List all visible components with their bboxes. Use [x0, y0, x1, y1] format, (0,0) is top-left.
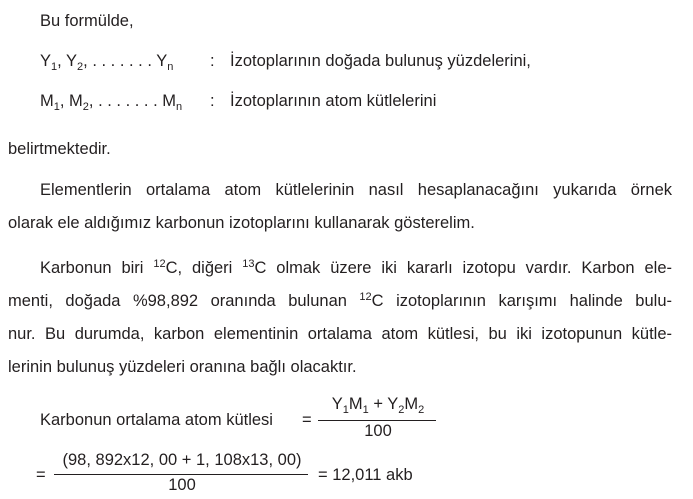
formula1-fraction: [316, 395, 440, 443]
separator: ,: [88, 92, 99, 110]
m1-symbol: M: [40, 92, 54, 110]
para2-line2: [8, 292, 672, 311]
formula2-equals: =: [36, 466, 46, 484]
para2-text: Karbonun biri: [40, 259, 154, 277]
fraction-bar: [318, 420, 436, 421]
y-colon: :: [210, 52, 215, 70]
para1-line1: Elementlerin ortalama atom kütlelerinin nasıl hesaplanacağını yukarıda örnek: [40, 181, 672, 199]
m2-symbol: M: [69, 92, 83, 110]
separator: ,: [57, 52, 67, 70]
m2-subscript: 2: [82, 101, 89, 113]
formula1-numerator: [316, 395, 440, 414]
formula2-result: = 12,011 akb: [318, 466, 413, 484]
mn-symbol: M: [162, 92, 177, 110]
y2-symbol: Y: [66, 52, 78, 70]
mass-number-12: 12: [359, 291, 372, 303]
symbol-m: M: [348, 395, 363, 413]
ellipsis: . . . . . . .: [92, 52, 157, 70]
para1-line2: olarak ele aldığımız karbonun izotoplarını kullanarak gösterelim.: [8, 214, 475, 232]
subscript: 2: [418, 404, 425, 416]
mass-number-13: 13: [242, 258, 255, 270]
formula1-lhs: Karbonun ortalama atom kütlesi: [40, 411, 273, 429]
y-symbols: [40, 52, 173, 71]
fraction-bar: [54, 474, 308, 475]
subscript: 1: [362, 404, 369, 416]
mn-subscript: n: [176, 101, 183, 113]
para2-text: C izotoplarının karışımı halinde bulu-: [371, 292, 672, 310]
yn-subscript: n: [167, 61, 174, 73]
plus-sign: +: [368, 395, 388, 413]
yn-symbol: Y: [156, 52, 168, 70]
formula2-denominator: 100: [168, 476, 196, 494]
separator: ,: [59, 92, 70, 110]
y1-subscript: 1: [51, 61, 58, 73]
mass-number-12: 12: [153, 258, 166, 270]
para2-line1: [40, 259, 672, 278]
para2-line4: lerinin bulunuş yüzdeleri oranına bağlı olacaktır.: [8, 358, 357, 376]
para2-text: C, diğeri: [165, 259, 243, 277]
y-description: İzotoplarının doğada bulunuş yüzdelerini,: [230, 52, 531, 70]
formula2-fraction: [52, 451, 312, 499]
formula1-denominator: 100: [364, 422, 392, 440]
symbol-y: Y: [387, 395, 399, 413]
formula2-numerator: (98, 892x12, 00 + 1, 108x13, 00): [62, 451, 302, 469]
para2-line3: nur. Bu durumda, karbon elementinin ortalama atom kütlesi, bu iki izotopunun kütle-: [8, 325, 672, 343]
m1-subscript: 1: [53, 101, 60, 113]
subscript: 1: [342, 404, 349, 416]
subscript: 2: [398, 404, 405, 416]
separator: ,: [83, 52, 93, 70]
m-description: İzotoplarının atom kütlelerini: [230, 92, 437, 110]
belirt-text: belirtmektedir.: [8, 140, 111, 158]
ellipsis: . . . . . . .: [98, 92, 163, 110]
symbol-y: Y: [331, 395, 343, 413]
y1-symbol: Y: [40, 52, 52, 70]
formula1-equals: =: [302, 411, 312, 429]
symbol-m: M: [404, 395, 419, 413]
intro-text: Bu formülde,: [40, 12, 134, 30]
para2-text: menti, doğada %98,892 oranında bulunan: [8, 292, 360, 310]
m-colon: :: [210, 92, 215, 110]
para2-text: C olmak üzere iki kararlı izotopu vardır. Karbon ele-: [254, 259, 672, 277]
y2-subscript: 2: [77, 61, 84, 73]
m-symbols: [40, 92, 182, 111]
